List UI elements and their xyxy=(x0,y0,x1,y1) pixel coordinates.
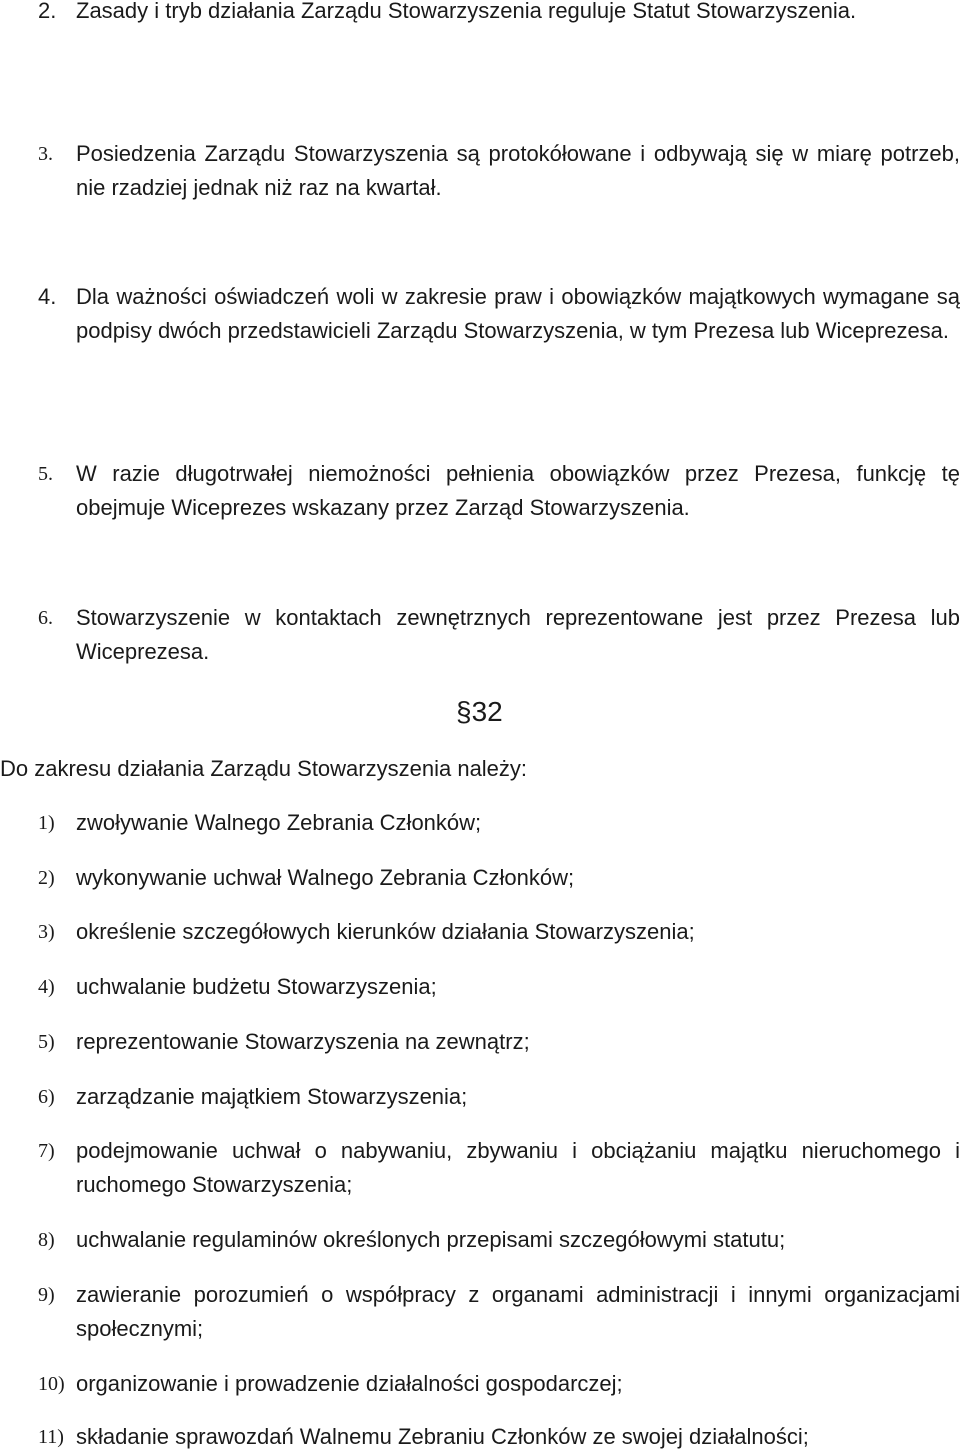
list-item-number: 4) xyxy=(38,976,55,998)
paragraph-text: Posiedzenia Zarządu Stowarzyszenia są protokółowane i odbywają się w miarę potrzeb, nie rzadziej jednak niż raz na kwartał. xyxy=(76,141,960,200)
list-item-4 xyxy=(0,970,960,1004)
list-item-number: 5) xyxy=(38,1031,55,1053)
paragraph-text: Zasady i tryb działania Zarządu Stowarzyszenia reguluje Statut Stowarzyszenia. xyxy=(76,0,857,23)
paragraph-6 xyxy=(0,601,960,669)
paragraph-3 xyxy=(0,137,960,205)
list-item-number: 11) xyxy=(38,1426,64,1448)
list-item-text: organizowanie i prowadzenie działalności gospodarczej; xyxy=(76,1371,623,1396)
list-item-1 xyxy=(0,806,960,840)
paragraph-text: Dla ważności oświadczeń woli w zakresie praw i obowiązków majątkowych wymagane są podpisy dwóch przedstawicieli Zarządu Stowarzyszenia, w tym Prezesa lub Wiceprezesa. xyxy=(76,284,960,343)
list-item-6 xyxy=(0,1080,960,1114)
list-item-number: 10) xyxy=(38,1373,65,1395)
list-item-number: 6) xyxy=(38,1086,55,1108)
paragraph-4 xyxy=(0,280,960,348)
list-item-9 xyxy=(0,1278,960,1346)
section-heading: §32 xyxy=(456,696,503,727)
list-item-text: określenie szczegółowych kierunków działania Stowarzyszenia; xyxy=(76,919,695,944)
list-item-text: zawieranie porozumień o współpracy z organami administracji i innymi organizacjami społecznymi; xyxy=(76,1282,960,1341)
list-item-text: zarządzanie majątkiem Stowarzyszenia; xyxy=(76,1084,468,1109)
list-item-text: podejmowanie uchwał o nabywaniu, zbywaniu i obciążaniu majątku nieruchomego i ruchomego Stowarzyszenia; xyxy=(76,1138,960,1197)
list-item-text: wykonywanie uchwał Walnego Zebrania Członków; xyxy=(76,865,575,890)
list-item-2 xyxy=(0,861,960,895)
list-item-7 xyxy=(0,1134,960,1202)
paragraph-text: W razie długotrwałej niemożności pełnienia obowiązków przez Prezesa, funkcję tę obejmuje Wiceprezes wskazany przez Zarząd Stowarzyszenia. xyxy=(76,461,960,520)
list-item-text: uchwalanie budżetu Stowarzyszenia; xyxy=(76,974,437,999)
list-item-text: reprezentowanie Stowarzyszenia na zewnątrz; xyxy=(76,1029,530,1054)
paragraph-text: Stowarzyszenie w kontaktach zewnętrznych reprezentowane jest przez Prezesa lub Wiceprezesa. xyxy=(76,605,960,664)
list-item-10 xyxy=(0,1367,960,1401)
list-item-number: 9) xyxy=(38,1284,55,1306)
list-intro: Do zakresu działania Zarządu Stowarzyszenia należy: xyxy=(0,756,528,781)
paragraph-number: 2. xyxy=(38,0,57,23)
list-item-number: 1) xyxy=(38,812,55,834)
paragraph-number: 6. xyxy=(38,607,53,629)
list-item-number: 8) xyxy=(38,1229,55,1251)
paragraph-5 xyxy=(0,457,960,525)
list-item-5 xyxy=(0,1025,960,1059)
list-item-11 xyxy=(0,1420,960,1454)
list-item-number: 2) xyxy=(38,867,55,889)
list-item-text: uchwalanie regulaminów określonych przepisami szczegółowymi statutu; xyxy=(76,1227,786,1252)
paragraph-number: 3. xyxy=(38,143,53,165)
list-item-3 xyxy=(0,915,960,949)
list-item-number: 3) xyxy=(38,921,55,943)
paragraph-number: 4. xyxy=(38,284,57,309)
list-item-8 xyxy=(0,1223,960,1257)
paragraph-2 xyxy=(0,0,960,28)
paragraph-number: 5. xyxy=(38,463,53,485)
list-item-text: zwoływanie Walnego Zebrania Członków; xyxy=(76,810,482,835)
list-item-number: 7) xyxy=(38,1140,55,1162)
list-item-text: składanie sprawozdań Walnemu Zebraniu Członków ze swojej działalności; xyxy=(76,1424,809,1449)
